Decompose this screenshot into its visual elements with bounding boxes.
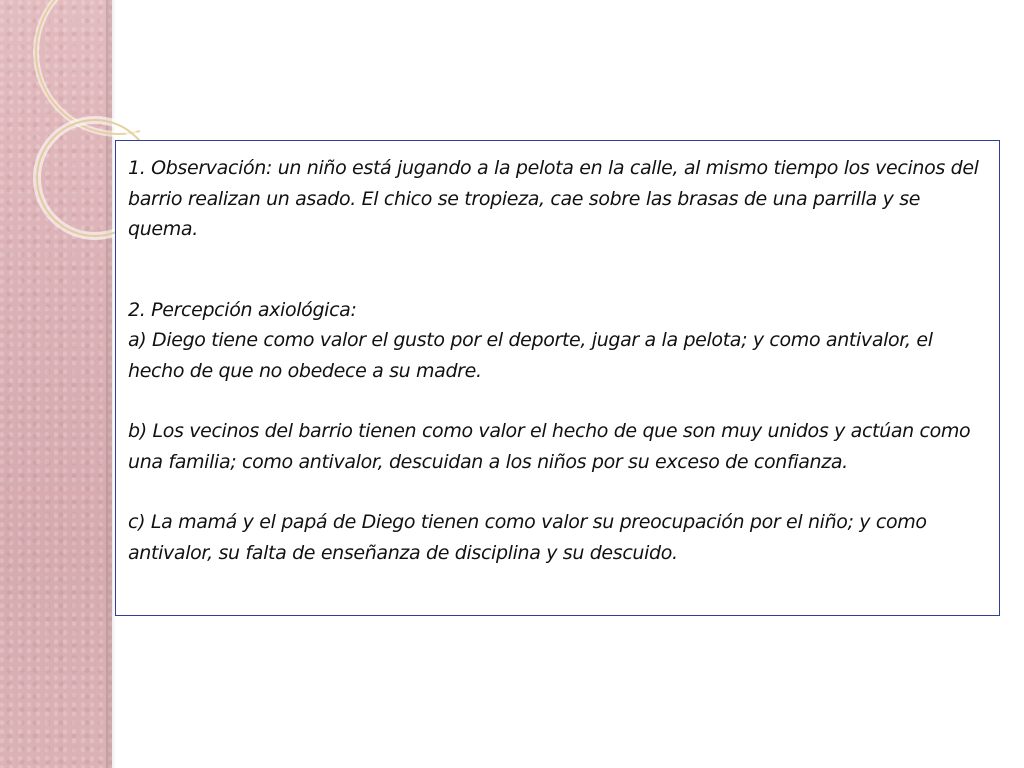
perception-heading: 2. Percepción axiológica: [128,298,357,321]
item-a-paragraph: a) Diego tiene como valor el gusto por el deporte, jugar a la pelota; y como antivalor, el hecho de que no obedece a su madre. [128,329,933,382]
observation-paragraph: 1. Observación: un niño está jugando a la pelota en la calle, al mismo tiempo los vecinos del barrio realizan un asado. El chico se tropieza, cae sobre las brasas de una parrilla y se quema. [128,157,979,240]
text-content-box [115,140,1000,616]
item-c-paragraph: c) La mamá y el papá de Diego tienen como valor su preocupación por el niño; y como antivalor, su falta de enseñanza de disciplina y su descuido. [128,511,927,564]
large-ring [36,0,140,134]
large-ring-gold-edge [36,0,140,134]
item-b-paragraph: b) Los vecinos del barrio tienen como valor el hecho de que son muy unidos y actúan como una familia; como antivalor, descuidan a los niños por su exceso de confianza. [128,420,971,473]
